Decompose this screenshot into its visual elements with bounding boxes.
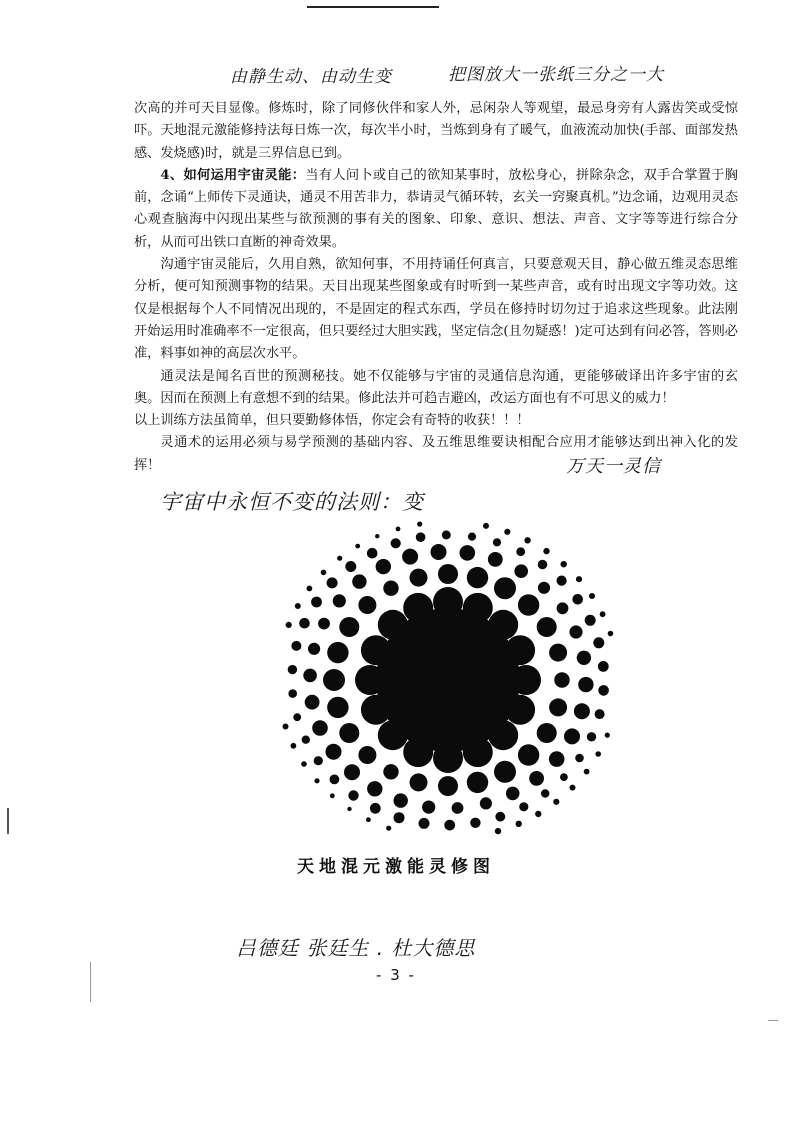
diagram-ring-dot — [553, 799, 559, 805]
diagram-petal-dot — [505, 695, 535, 725]
diagram-ring-dot — [345, 561, 356, 572]
diagram-ring-dot — [303, 669, 317, 683]
diagram-ring-dot — [305, 695, 320, 710]
diagram-ring-dot — [431, 544, 447, 560]
diagram-ring-dot — [293, 713, 301, 721]
diagram-ring-dot — [394, 793, 408, 807]
diagram-ring-dot — [589, 593, 595, 599]
diagram-ring-dot — [595, 751, 601, 757]
meditation-diagram — [280, 520, 616, 838]
paragraph-text: 以上训练方法虽简单，但只要勤修体悟，你定会有奇特的收获！！！ — [134, 413, 530, 429]
diagram-ring-dot — [561, 561, 567, 567]
diagram-ring-dot — [577, 651, 591, 665]
diagram-ring-dot — [470, 818, 480, 828]
diagram-ring-dot — [330, 775, 340, 785]
diagram-ring-dot — [598, 685, 609, 696]
diagram-ring-dot — [538, 582, 550, 594]
diagram-petal-dot — [488, 720, 518, 750]
diagram-ring-dot — [468, 533, 476, 541]
diagram-ring-dot — [557, 602, 569, 614]
diagram-ring-dot — [299, 618, 310, 629]
diagram-ring-dot — [383, 581, 398, 596]
diagram-ring-dot — [493, 538, 501, 546]
paragraph-text: 沟通宇宙灵能后，久用自熟，欲知何事，不用持诵任何真言，只要意观天目，静心做五维灵态思维分析，便可知预测事物的结果。天目出现某些图象或有时听到一某些声音，或有时出现文字等功效。这仅是根据每个人不同情况出现的，不是固定的程式东西，学员在修持时切勿过于追求这些现象。此法刚开始运用时准确率不一定很高，但只要经过大胆实践，坚定信念(且勿疑惑！)定可达到有问必答，答则必准，料事如神的高层次水平。 — [134, 257, 738, 362]
diagram-ring-dot — [524, 537, 530, 543]
diagram-ring-dot — [358, 596, 376, 614]
diagram-ring-dot — [598, 661, 609, 672]
diagram-ring-dot — [495, 812, 505, 822]
diagram-petal-dot — [355, 665, 385, 695]
diagram-ring-dot — [460, 545, 476, 561]
paragraph — [134, 254, 738, 365]
diagram-ring-dot — [286, 622, 292, 628]
diagram-ring-dot — [488, 552, 503, 567]
diagram-ring-dot — [506, 787, 520, 801]
diagram-ring-dot — [314, 756, 323, 765]
paragraph-text: 通灵法是闻名百世的预测秘技。她不仅能够与宇宙的灵通信息沟通，更能够破译出许多宇宙的玄奥。因而在预测上有意想不到的结果。修此法并可趋吉避凶，改运方面也有不可思义的威力！ — [134, 368, 738, 406]
diagram-ring-dot — [366, 817, 371, 822]
diagram-ring-dot — [518, 594, 539, 615]
diagram-ring-dot — [516, 547, 525, 556]
diagram-ring-dot — [608, 631, 614, 637]
diagram-ring-dot — [417, 522, 422, 527]
diagram-ring-dot — [326, 744, 342, 760]
diagram-ring-dot — [495, 828, 501, 834]
margin-mark — [768, 1020, 778, 1021]
diagram-ring-dot — [541, 789, 549, 797]
diagram-ring-dot — [339, 617, 359, 637]
diagram-ring-dot — [572, 594, 583, 605]
diagram-ring-dot — [444, 820, 455, 831]
diagram-ring-dot — [327, 577, 338, 588]
diagram-ring-dot — [543, 548, 549, 554]
diagram-ring-dot — [295, 603, 301, 609]
diagram-petal-dot — [511, 665, 541, 695]
diagram-ring-dot — [422, 801, 435, 814]
diagram-ring-dot — [314, 778, 319, 783]
diagram-ring-dot — [516, 821, 522, 827]
diagram-ring-dot — [333, 594, 346, 607]
diagram-ring-dot — [327, 642, 348, 663]
diagram-ring-dot — [438, 776, 458, 796]
margin-mark — [90, 962, 91, 1002]
diagram-ring-dot — [339, 723, 359, 743]
diagram-ring-dot — [585, 615, 596, 626]
diagram-ring-dot — [337, 556, 342, 561]
diagram-ring-dot — [483, 523, 489, 529]
diagram-ring-dot — [396, 527, 401, 532]
diagram-ring-dot — [367, 548, 378, 559]
diagram-ring-dot — [323, 669, 345, 691]
diagram-petal-dot — [361, 635, 391, 665]
diagram-ring-dot — [538, 560, 548, 570]
diagram-ring-dot — [308, 643, 320, 655]
diagram-ring-dot — [467, 567, 488, 588]
diagram-ring-dot — [376, 559, 391, 574]
paragraph-heading: 4、如何运用宇宙灵能： — [160, 167, 306, 183]
diagram-ring-dot — [288, 665, 297, 674]
diagram-ring-dot — [283, 724, 289, 730]
diagram-ring-dot — [402, 549, 418, 565]
diagram-ring-dot — [537, 723, 557, 743]
paragraph — [134, 366, 738, 411]
diagram-petal-dot — [488, 610, 518, 640]
diagram-ring-dot — [311, 597, 322, 608]
diagram-ring-dot — [375, 534, 379, 538]
diagram-ring-dot — [321, 570, 327, 576]
diagram-ring-dot — [576, 576, 582, 582]
diagram-ring-dot — [514, 564, 528, 578]
paragraph-text: 次高的并可天目显像。修炼时，除了同修伙伴和家人外，忌闲杂人等观望，最忌身旁有人露齿笑或受惊吓。天地混元激能修持法每日炼一次，每次半小时，当炼到身有了暖气，血液流动加快(手部、面部发热感、发烧感)时，就是三界信息已到。 — [134, 101, 738, 161]
diagram-ring-dot — [288, 689, 297, 698]
diagram-ring-dot — [564, 728, 580, 744]
diagram-ring-dot — [549, 751, 565, 767]
diagram-ring-dot — [578, 677, 593, 692]
diagram-ring-dot — [347, 807, 351, 811]
handwritten-note-top-right: 把图放大一张纸三分之一大 — [448, 65, 664, 85]
handwritten-names-bottom: 吕德廷 张廷生 . 杜大德思 — [236, 936, 476, 960]
body-text — [134, 98, 738, 477]
diagram-ring-dot — [348, 790, 358, 800]
diagram-ring-dot — [330, 793, 335, 798]
diagram-petal-dot — [433, 743, 463, 773]
diagram-ring-dot — [291, 641, 301, 651]
diagram-ring-dot — [494, 577, 516, 599]
paragraph — [134, 410, 738, 432]
diagram-ring-dot — [358, 746, 376, 764]
handwritten-note-top-left: 由静生动、由动生变 — [230, 67, 392, 87]
handwritten-signature-right: 万天一灵信 — [566, 456, 661, 477]
diagram-petal-dot — [361, 695, 391, 725]
diagram-ring-dot — [416, 532, 426, 542]
diagram-ring-dot — [355, 544, 360, 549]
diagram-ring-dot — [327, 697, 348, 718]
diagram-ring-dot — [494, 761, 516, 783]
diagram-ring-dot — [291, 743, 297, 749]
diagram-ring-dot — [391, 538, 401, 548]
diagram-ring-dot — [575, 754, 584, 763]
diagram-ring-dot — [587, 732, 596, 741]
diagram-ring-dot — [442, 530, 451, 539]
diagram-ring-dot — [301, 761, 307, 767]
diagram-petal-dot — [403, 593, 433, 623]
diagram-petal-dot — [378, 720, 408, 750]
diagram-petal-dot — [463, 737, 493, 767]
diagram-petal-dot — [505, 635, 535, 665]
diagram-petal-dot — [403, 737, 433, 767]
diagram-petal-dot — [378, 610, 408, 640]
diagram-ring-dot — [318, 618, 330, 630]
diagram-ring-dot — [302, 736, 310, 744]
page-number: - 3 - — [376, 966, 416, 984]
diagram-ring-dot — [549, 644, 567, 662]
diagram-ring-dot — [452, 802, 464, 814]
diagram-ring-dot — [410, 569, 428, 587]
diagram-ring-dot — [352, 574, 366, 588]
diagram-ring-dot — [419, 818, 430, 829]
diagram-ring-dot — [307, 586, 313, 592]
diagram-ring-dot — [383, 764, 398, 779]
diagram-ring-dot — [386, 826, 391, 831]
paragraph-text: 灵通术的运用必须与易学预测的基础内容、及五维思维要诀相配合应用才能够达到出神入化的发挥！ — [134, 435, 738, 473]
diagram-ring-dot — [410, 773, 428, 791]
diagram-ring-dot — [569, 625, 582, 638]
diagram-ring-dot — [574, 703, 590, 719]
top-rule — [307, 6, 439, 8]
diagram-ring-dot — [554, 672, 569, 687]
paragraph-text: 当有人问卜或自己的欲知某事时，放松身心，拼除杂念，双手合掌置于胸前，念诵“上师传下灵通诀，通灵不用苦非力，恭请灵气循环转，玄关一窍聚真机。”边念诵，边观用灵态心观查脑海中闪现出某些与欲预测的事有关的图象、印象、意识、想法、声音、文字等等进行综合分析，从而可出铁口直断的神奇效果。 — [134, 167, 738, 250]
diagram-ring-dot — [593, 637, 604, 648]
diagram-ring-dot — [529, 771, 544, 786]
diagram-ring-dot — [535, 811, 541, 817]
figure-caption: 天地混元激能灵修图 — [297, 857, 495, 877]
diagram-ring-dot — [312, 720, 328, 736]
diagram-ring-dot — [370, 803, 381, 814]
diagram-ring-dot — [344, 764, 360, 780]
diagram-ring-dot — [600, 611, 606, 617]
handwritten-principle-note: 宇宙中永恒不变的法则：变 — [160, 490, 424, 514]
paragraph — [134, 98, 738, 165]
diagram-ring-dot — [595, 709, 605, 719]
diagram-ring-dot — [570, 785, 576, 791]
diagram-ring-dot — [438, 564, 458, 584]
diagram-ring-dot — [367, 781, 382, 796]
diagram-petal-dot — [433, 587, 463, 617]
diagram-ring-dot — [504, 529, 510, 535]
paragraph — [134, 165, 738, 254]
diagram-ring-dot — [605, 733, 610, 738]
diagram-ring-dot — [518, 744, 539, 765]
diagram-ring-dot — [480, 797, 492, 809]
diagram-ring-dot — [394, 812, 405, 823]
diagram-ring-dot — [549, 698, 567, 716]
margin-mark — [7, 808, 9, 834]
diagram-ring-dot — [557, 576, 567, 586]
diagram-petal-dot — [463, 593, 493, 623]
diagram-ring-dot — [584, 769, 590, 775]
diagram-ring-dot — [519, 802, 528, 811]
diagram-ring-dot — [467, 772, 488, 793]
diagram-ring-dot — [537, 617, 557, 637]
diagram-ring-dot — [560, 773, 568, 781]
